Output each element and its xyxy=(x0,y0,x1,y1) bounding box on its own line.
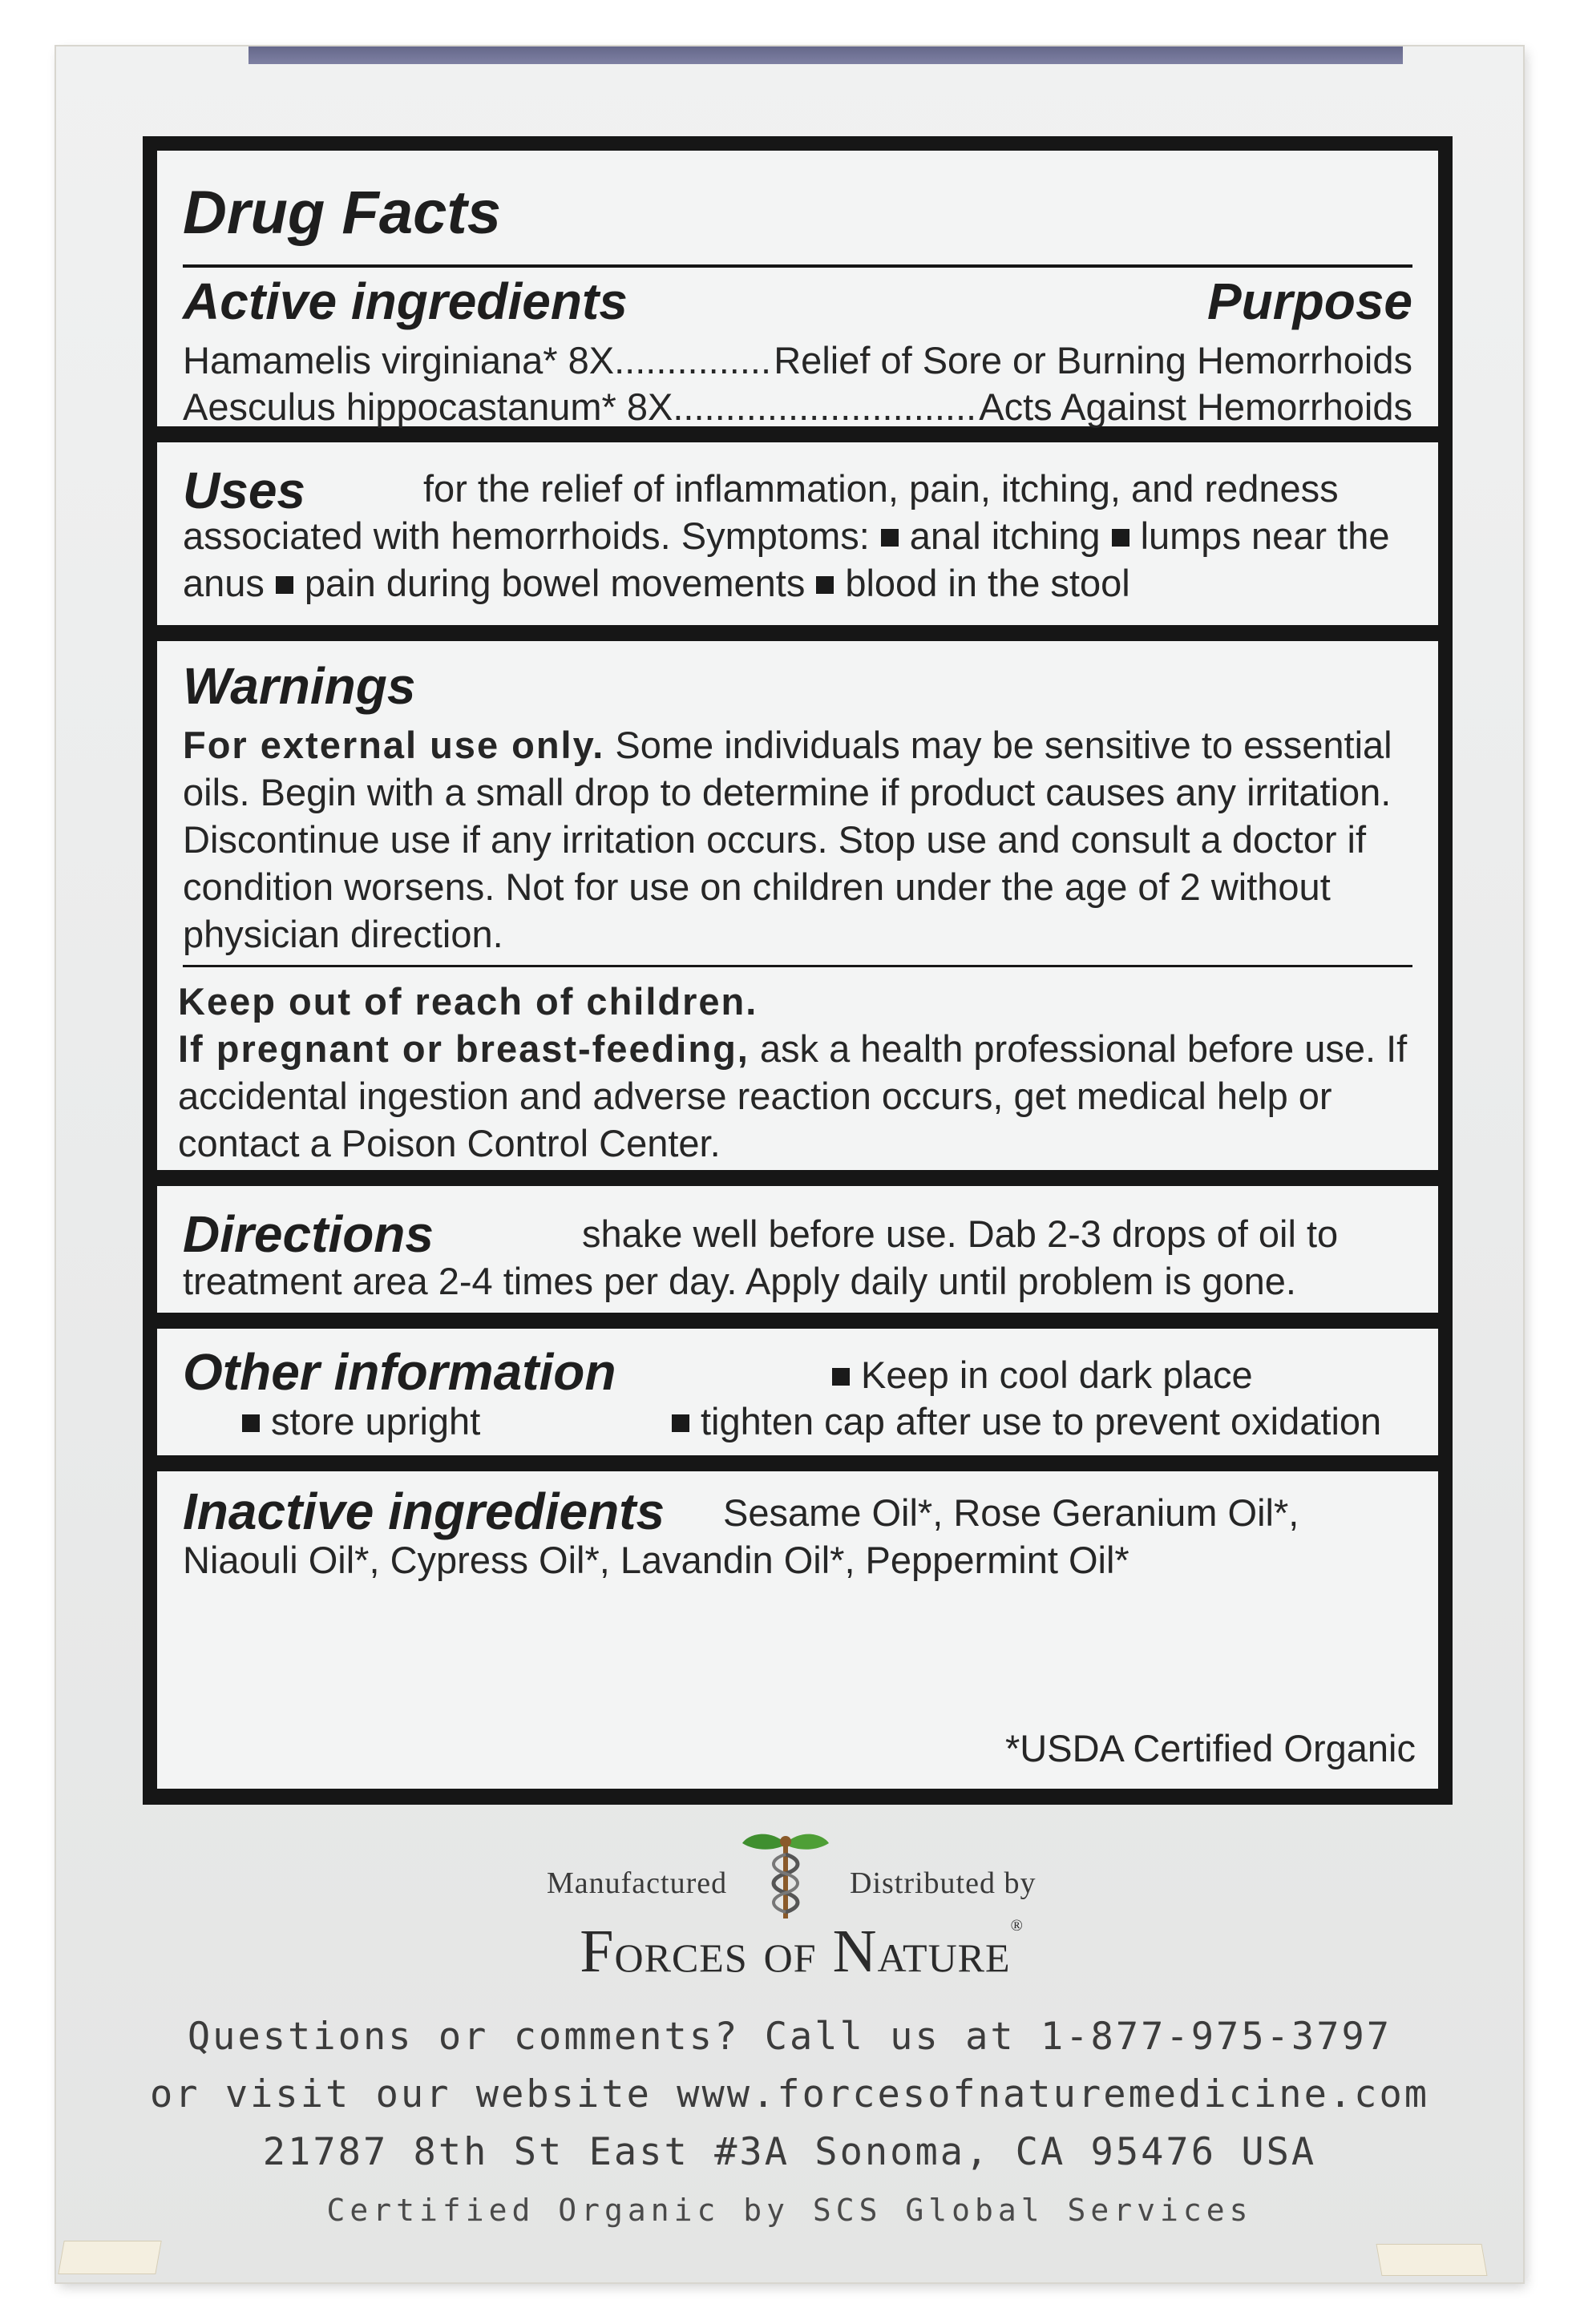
leader-dots xyxy=(614,337,774,384)
brand-letter: N xyxy=(832,1918,878,1985)
pregnant-text: ask a health professional before use. If accidental ingestion and adverse reaction occurs, get medical help or contact a Poison Control Center. xyxy=(178,1027,1408,1164)
brand-letters: ORCES xyxy=(614,1935,748,1980)
bullet-square xyxy=(242,1414,260,1432)
warnings-body: Some individuals may be sensitive to essential oils. Begin with a small drop to determine if product causes any irritation. Discontinue use if any irritation occurs. Stop use and consult a doctor if condition worsens. Not for use on children under the age of 2 without physician direction. xyxy=(183,724,1392,955)
directions-text: shake well before use. Dab 2-3 drops of oil to treatment area 2-4 times per day. Apply daily until problem is gone. xyxy=(183,1212,1339,1302)
inactive-ingredients-section xyxy=(157,1471,1438,1789)
pregnant-lead: If pregnant or breast-feeding, xyxy=(178,1027,750,1070)
other-information-title: Other information xyxy=(183,1343,616,1401)
uses-title: Uses xyxy=(183,462,305,519)
active-ingredient-row xyxy=(183,337,1412,384)
other-item xyxy=(821,1351,1253,1398)
keep-out-of-reach: Keep out of reach of children. xyxy=(178,980,758,1023)
other-item xyxy=(661,1398,1381,1445)
drug-facts-panel xyxy=(143,136,1453,1805)
ingredient-purpose: Acts Against Hemorrhoids xyxy=(979,385,1412,428)
warnings-text xyxy=(183,721,1412,958)
bullet-square xyxy=(1112,529,1129,547)
inactive-ingredients-text: Sesame Oil*, Rose Geranium Oil*, Niaouli Oil*, Cypress Oil*, Lavandin Oil*, Peppermint Oil* xyxy=(183,1491,1299,1581)
bullet-square xyxy=(881,529,899,547)
bullet-square xyxy=(276,576,293,594)
active-ingredient-row xyxy=(183,383,1412,430)
other-information-section xyxy=(157,1329,1438,1455)
uses-description: for the relief of inflammation, pain, itching, and redness associated with hemorrhoids. Symptoms: xyxy=(183,467,1339,557)
uses-text xyxy=(183,462,1412,607)
external-use-lead: For external use only. xyxy=(183,724,605,766)
registered-mark: ® xyxy=(1010,1917,1024,1935)
brand-logo xyxy=(497,1827,1090,1985)
directions-section xyxy=(157,1186,1438,1313)
contact-website: or visit our website www.forcesofnaturemedicine.com xyxy=(149,2072,1430,2116)
carton-top-band xyxy=(249,46,1403,64)
directions-title: Directions xyxy=(183,1205,434,1263)
brand-name xyxy=(513,1917,1090,1987)
ingredient-name: Hamamelis virginiana* 8X xyxy=(183,339,615,381)
organic-certifier: Certified Organic by SCS Global Services xyxy=(326,2193,1253,2228)
manufactured-label: Manufactured xyxy=(547,1866,728,1900)
carton-flap-left xyxy=(58,2241,161,2274)
use-item: lumps near the anus xyxy=(183,514,1390,604)
organic-footnote: *USDA Certified Organic xyxy=(1005,1727,1416,1769)
other-item-text: Keep in cool dark place xyxy=(861,1354,1253,1396)
brand-letter: F xyxy=(580,1918,615,1985)
title-divider xyxy=(183,264,1412,268)
warnings-divider xyxy=(183,965,1412,967)
distributed-by-label: Distributed by xyxy=(850,1866,1037,1900)
other-item-text: tighten cap after use to prevent oxidation xyxy=(701,1400,1382,1442)
leader-dots xyxy=(673,383,979,430)
contact-address: 21787 8th St East #3A Sonoma, CA 95476 USA xyxy=(262,2130,1317,2174)
children-warning xyxy=(178,978,1412,1167)
warnings-title: Warnings xyxy=(183,657,416,715)
use-item: anal itching xyxy=(909,514,1101,557)
use-item: pain during bowel movements xyxy=(304,562,806,604)
inactive-ingredients-title: Inactive ingredients xyxy=(183,1483,665,1540)
bullet-square xyxy=(816,576,834,594)
active-ingredients-section xyxy=(157,151,1438,426)
brand-of: OF xyxy=(763,1935,817,1980)
ingredient-name: Aesculus hippocastanum* 8X xyxy=(183,385,673,428)
active-ingredients-label: Active ingredients xyxy=(183,272,628,330)
bullet-square xyxy=(832,1368,850,1386)
other-item-text: store upright xyxy=(271,1400,481,1442)
contact-phone: Questions or comments? Call us at 1-877-975-3797 xyxy=(187,2015,1392,2059)
brand-letters: ATURE xyxy=(877,1935,1011,1980)
other-item xyxy=(231,1398,480,1445)
purpose-label: Purpose xyxy=(1206,272,1412,330)
carton-flap-right xyxy=(1376,2244,1487,2276)
drug-facts-title: Drug Facts xyxy=(183,179,501,247)
caduceus-leaf-icon xyxy=(737,1827,834,1923)
ingredient-purpose: Relief of Sore or Burning Hemorrhoids xyxy=(774,339,1412,381)
bullet-square xyxy=(672,1414,689,1432)
warnings-section xyxy=(157,641,1438,1170)
active-ingredients-header xyxy=(183,272,1412,330)
use-item: blood in the stool xyxy=(845,562,1130,604)
uses-section xyxy=(157,442,1438,625)
